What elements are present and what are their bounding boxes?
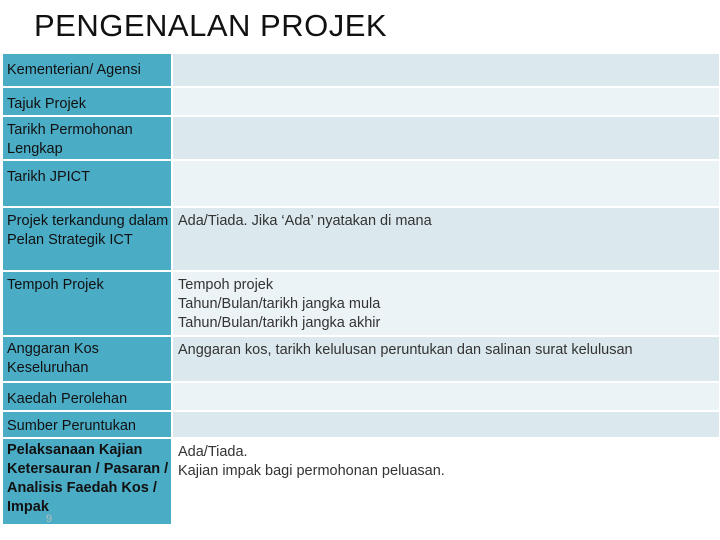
row-value xyxy=(173,208,719,270)
page-number: 9 xyxy=(46,513,53,525)
row-value xyxy=(173,88,719,115)
slide-title: PENGENALAN PROJEK xyxy=(34,8,388,43)
row-label: Pelaksanaan Kajian Ketersauran / Pasaran / Analisis Faedah Kos / Impak xyxy=(3,439,173,524)
project-info-table xyxy=(3,54,719,526)
row-value xyxy=(173,412,719,437)
row-value xyxy=(173,161,719,206)
value-line: Anggaran kos, tarikh kelulusan peruntukan dan salinan surat kelulusan xyxy=(178,342,633,358)
row-value xyxy=(173,383,719,410)
table-row-pelan-strategik xyxy=(3,208,719,270)
table-row-tajuk xyxy=(3,88,719,115)
value-line: Kajian impak bagi permohonan peluasan. xyxy=(178,463,445,479)
row-label: Sumber Peruntukan xyxy=(3,412,173,437)
table-row-anggaran-kos xyxy=(3,337,719,381)
table-row-tarikh-jpict xyxy=(3,161,719,206)
row-value xyxy=(173,54,719,86)
value-line: Ada/Tiada. Jika ‘Ada’ nyatakan di mana xyxy=(178,213,432,229)
value-line: Tempoh projek xyxy=(178,277,274,293)
table-row-tarikh-permohonan xyxy=(3,117,719,159)
value-line: Tahun/Bulan/tarikh jangka akhir xyxy=(178,315,381,331)
row-label: Kaedah Perolehan xyxy=(3,383,173,410)
row-label: Tempoh Projek xyxy=(3,272,173,335)
row-label: Tarikh JPICT xyxy=(3,161,173,206)
row-value xyxy=(173,272,719,335)
row-label: Tarikh Permohonan Lengkap xyxy=(3,117,173,159)
row-label: Tajuk Projek xyxy=(3,88,173,115)
value-line: Ada/Tiada. xyxy=(178,444,248,460)
table-row-sumber-peruntukan xyxy=(3,412,719,437)
table-row-tempoh xyxy=(3,272,719,335)
table-row-pelaksanaan-kajian xyxy=(3,439,719,524)
row-value xyxy=(173,439,719,524)
row-value xyxy=(173,117,719,159)
row-label: Projek terkandung dalam Pelan Strategik ICT xyxy=(3,208,173,270)
row-label: Kementerian/ Agensi xyxy=(3,54,173,86)
value-line: Tahun/Bulan/tarikh jangka mula xyxy=(178,296,381,312)
table-row-kaedah-perolehan xyxy=(3,383,719,410)
row-value xyxy=(173,337,719,381)
row-label: Anggaran Kos Keseluruhan xyxy=(3,337,173,381)
table-row-kementerian xyxy=(3,54,719,86)
